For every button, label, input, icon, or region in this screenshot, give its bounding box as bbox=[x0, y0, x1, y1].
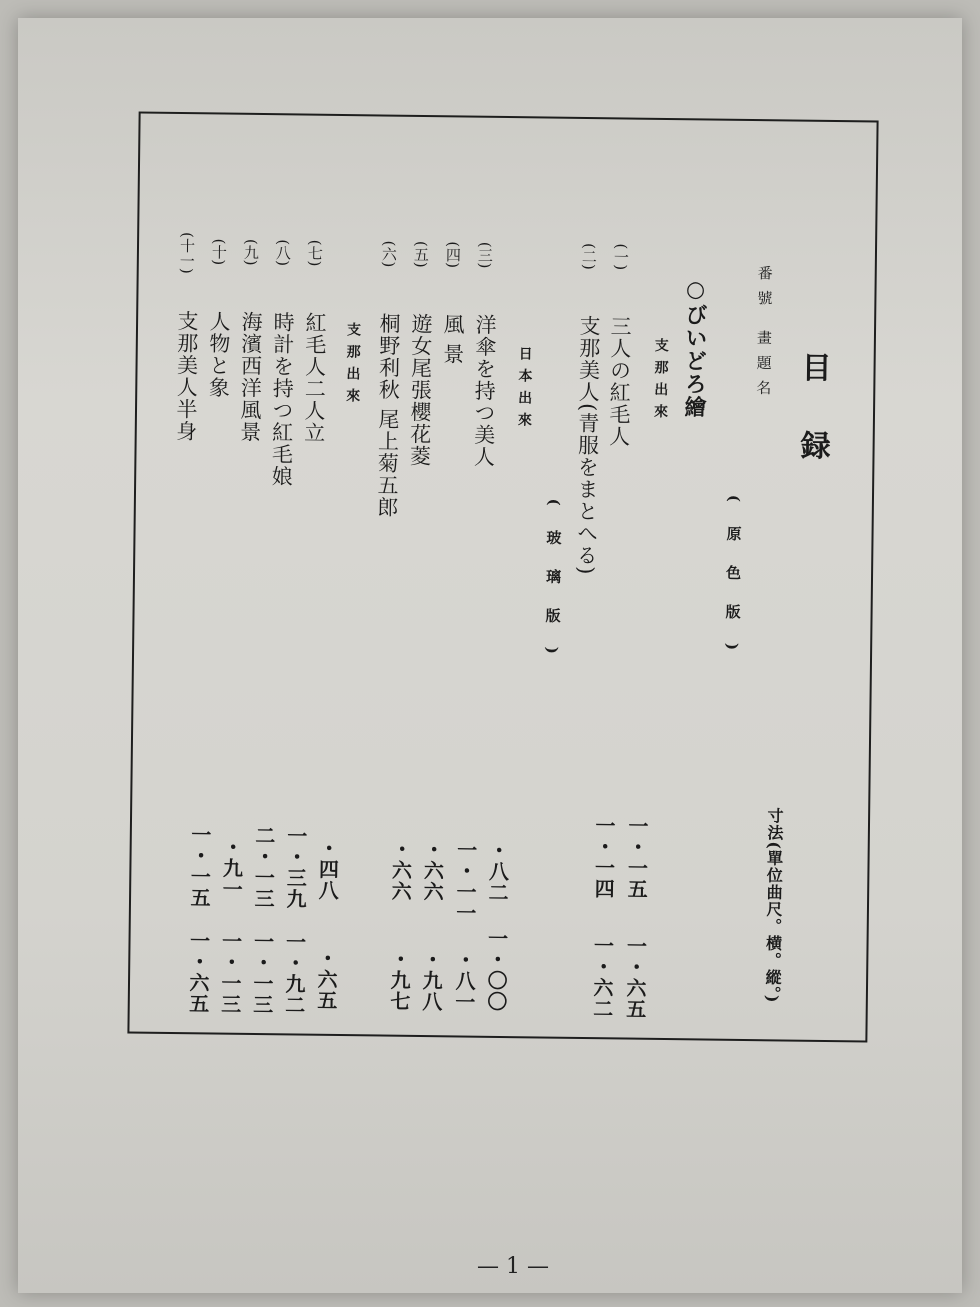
entry-number: (十) bbox=[209, 238, 229, 266]
entry-width: 一・一一 bbox=[452, 839, 478, 924]
entry-number: (二) bbox=[579, 242, 599, 270]
entry-width: 二・一三 bbox=[250, 824, 276, 910]
page-number: — 1 — bbox=[477, 1254, 549, 1279]
entry-height: 一・六五 bbox=[185, 930, 211, 1015]
entry-title: 桐野利秋 尾上菊五郎 bbox=[374, 312, 402, 519]
entry-width: ・四八 bbox=[315, 837, 340, 902]
entry-title: 三人の紅毛人 bbox=[606, 315, 633, 448]
book-page bbox=[18, 18, 962, 1293]
entry-height: 一・九二 bbox=[281, 931, 307, 1016]
entry-width: ・六六 bbox=[388, 838, 413, 902]
section-vidro: ○びいどろ繪 bbox=[680, 276, 709, 419]
entry-height: ・九八 bbox=[418, 949, 444, 1013]
japan-made-label: 日本出來 bbox=[515, 346, 533, 435]
entry-number: (三) bbox=[475, 241, 495, 269]
entry-number: (六) bbox=[379, 240, 399, 268]
entry-title: 洋傘を持つ美人 bbox=[471, 313, 498, 468]
page-title: 目録 bbox=[793, 351, 831, 508]
entry-width: 一・三九 bbox=[282, 825, 308, 910]
glass-plate-label: (玻璃版) bbox=[542, 498, 563, 678]
color-plate-label: (原色版) bbox=[722, 494, 744, 675]
entry-number: (八) bbox=[273, 239, 293, 267]
entry-title: 海濱西洋風景 bbox=[237, 310, 264, 444]
china-made-label-1: 支那出來 bbox=[651, 337, 669, 427]
entry-height: ・六五 bbox=[313, 947, 339, 1012]
entry-title: 風 景 bbox=[440, 313, 466, 366]
column-header-dimensions: 寸法(單位曲尺。横。縱。) bbox=[762, 807, 785, 1004]
contents-frame bbox=[127, 112, 878, 1043]
entry-width: 一・一四 bbox=[591, 815, 617, 900]
entry-title: 人物と象 bbox=[206, 310, 232, 399]
entry-number: (七) bbox=[305, 239, 325, 267]
entry-height: 一・六二 bbox=[589, 935, 615, 1020]
entry-number: (一) bbox=[611, 243, 631, 271]
entry-width: ・六六 bbox=[420, 839, 445, 903]
entry-number: (四) bbox=[443, 241, 463, 269]
entry-height: 一・一三 bbox=[217, 930, 243, 1015]
entry-title: 支那美人半身 bbox=[173, 309, 200, 443]
entry-width: 一・一五 bbox=[624, 815, 650, 900]
column-header-title: 番號 畫題名 bbox=[754, 265, 774, 406]
china-made-label-2: 支那出來 bbox=[344, 322, 362, 411]
entry-height: ・八一 bbox=[451, 949, 477, 1013]
entry-number: (九) bbox=[241, 238, 261, 266]
entry-height: 一・六五 bbox=[622, 935, 648, 1020]
entry-number: (五) bbox=[411, 240, 431, 268]
entry-title: 遊女尾張櫻花菱 bbox=[407, 312, 434, 468]
entry-title: 紅毛人二人立 bbox=[301, 311, 328, 444]
entry-title: 時計を持つ紅毛娘 bbox=[269, 311, 296, 488]
entry-height: 一・一三 bbox=[249, 930, 275, 1016]
entry-width: 一・一五 bbox=[186, 824, 212, 909]
entry-height: ・九七 bbox=[386, 948, 412, 1012]
entry-width: ・九一 bbox=[219, 836, 244, 900]
entry-number: (十一) bbox=[177, 232, 197, 274]
entry-width: ・八二 bbox=[485, 839, 510, 904]
entry-height: 一・〇〇 bbox=[483, 927, 509, 1013]
entry-title: 支那美人(青服をまとへる) bbox=[574, 314, 602, 576]
